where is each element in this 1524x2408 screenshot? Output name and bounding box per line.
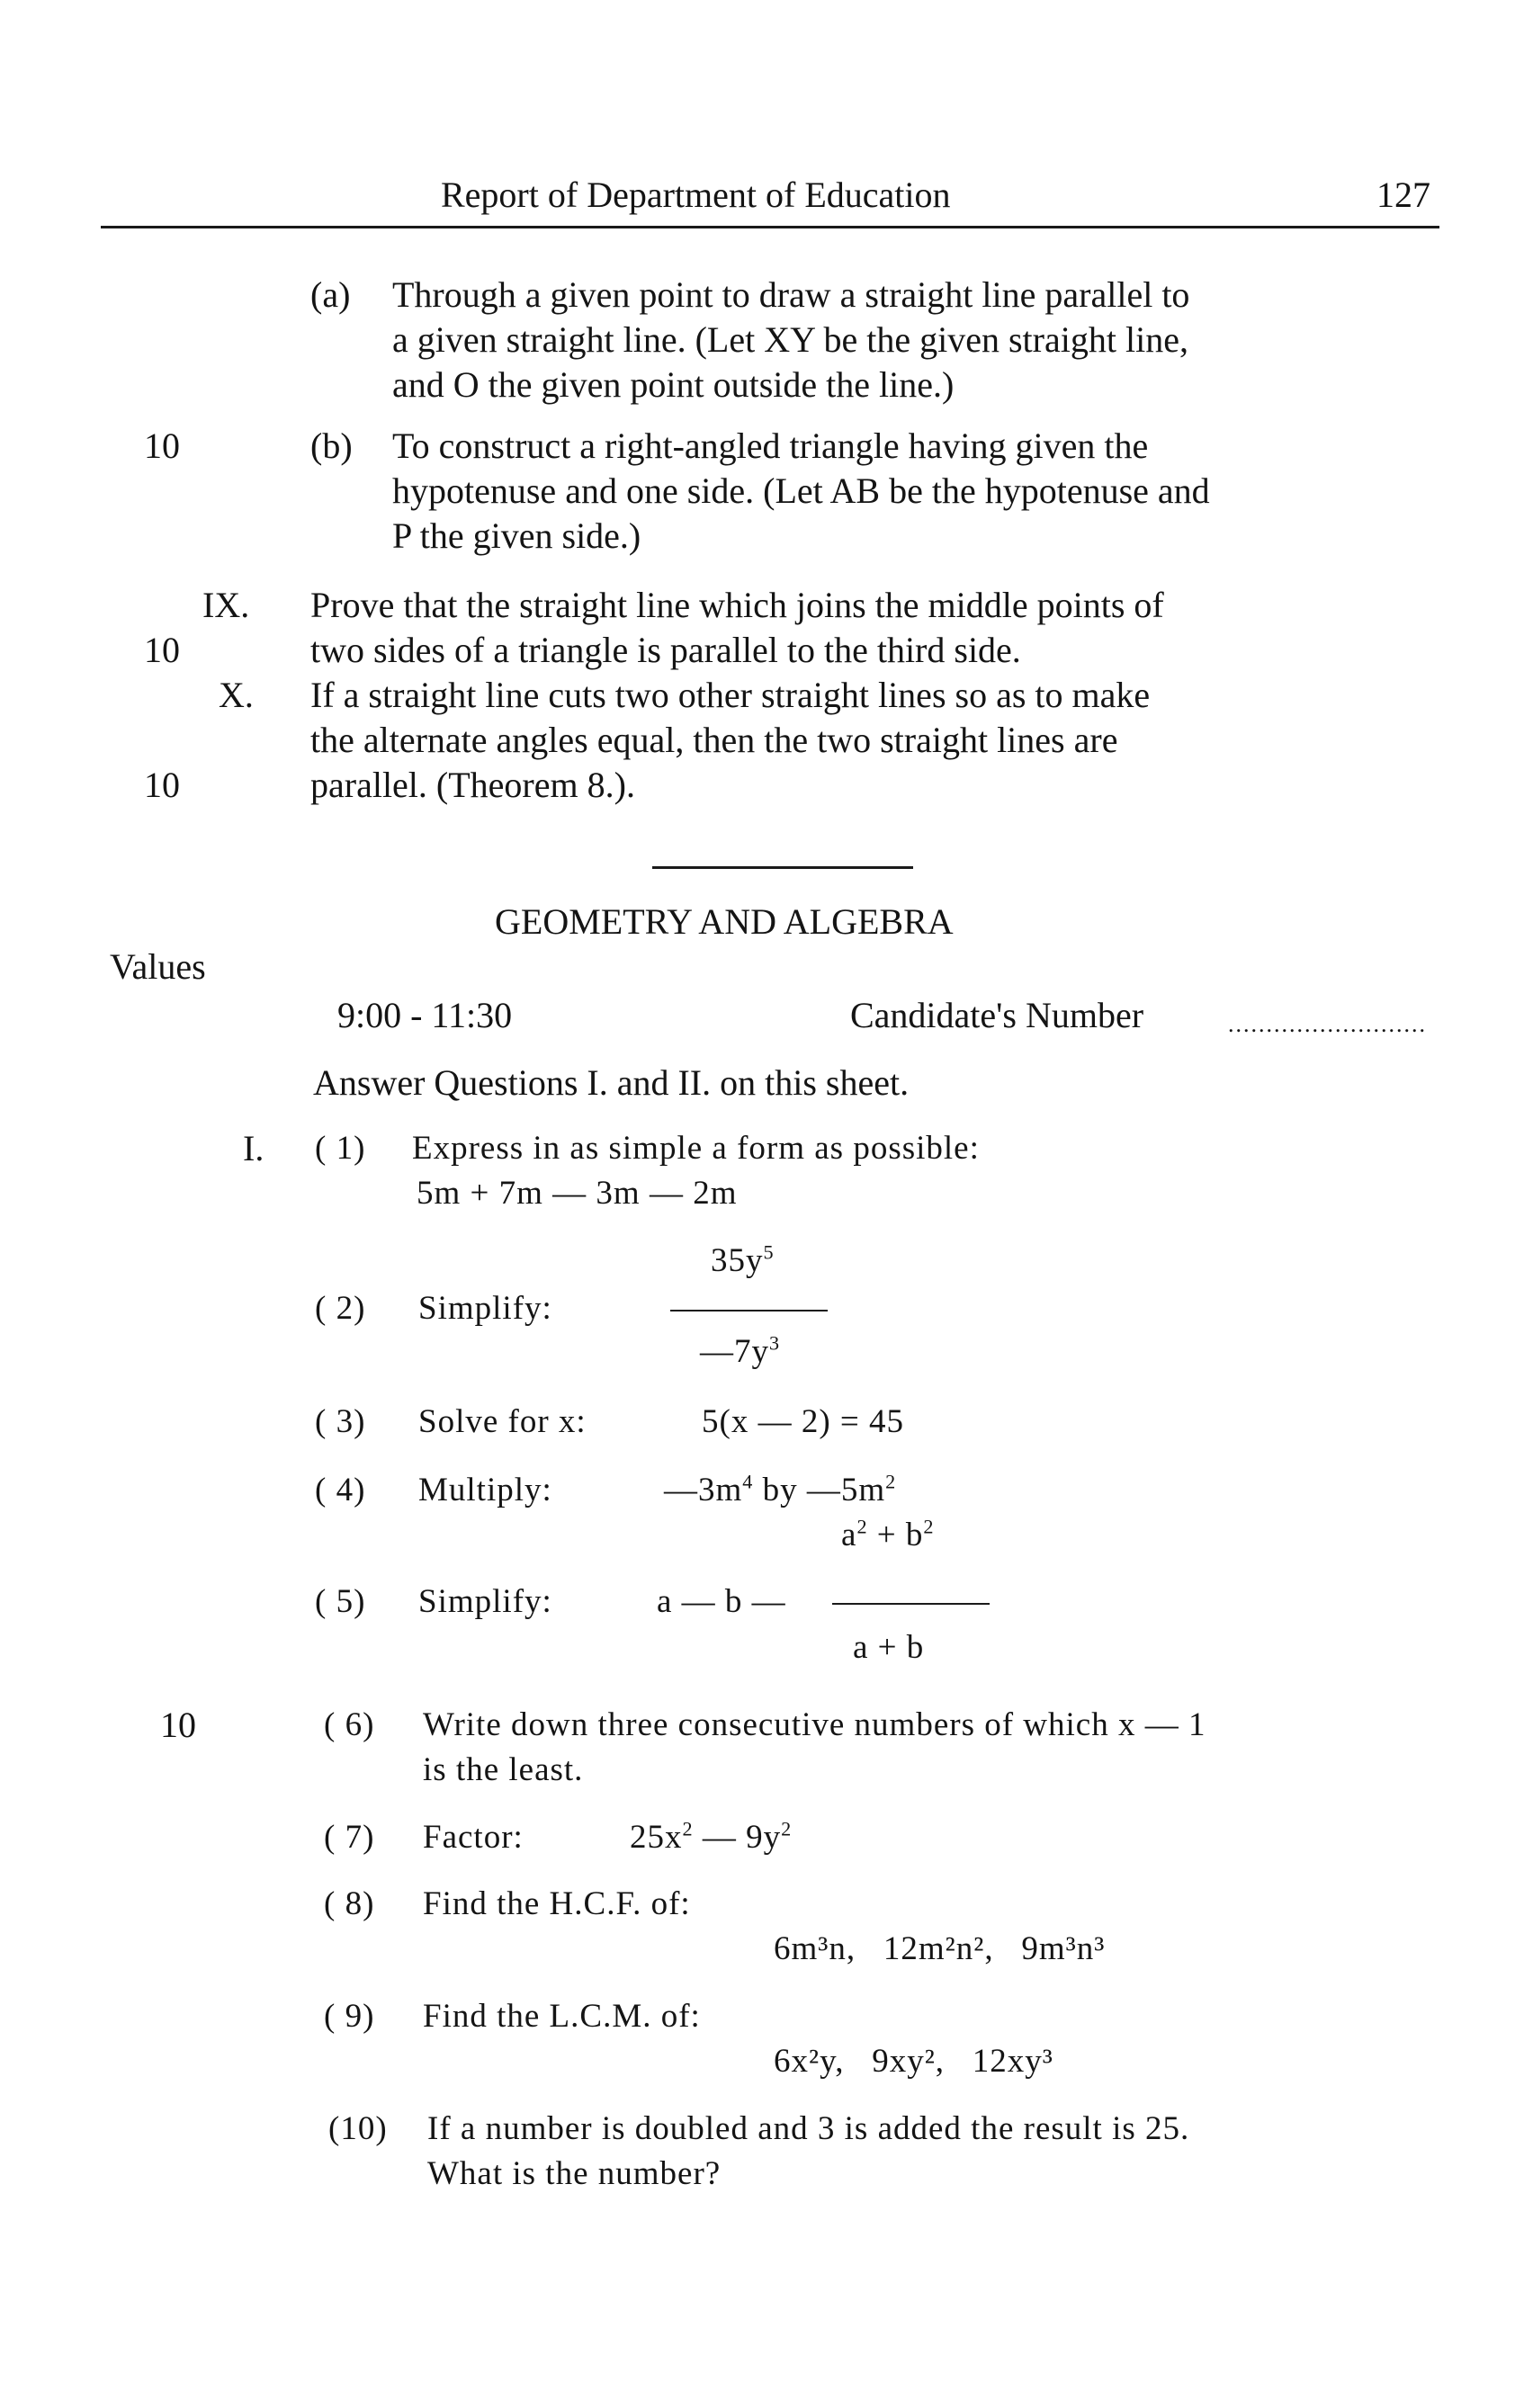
part-4-by: by (762, 1472, 798, 1508)
question-1-value: 10 (160, 1705, 196, 1745)
part-7-term-b: 9y (746, 1819, 782, 1856)
part-2-numerator-exponent: 5 (763, 1240, 775, 1264)
question-1-number: I. (243, 1128, 264, 1168)
question-9-number: IX. (202, 585, 250, 625)
header-rule (101, 226, 1439, 228)
construction-b-line-2: hypotenuse and one side. (Let AB be the hypotenuse and (392, 470, 1210, 511)
part-4-expression (664, 1468, 896, 1513)
exam-time: 9:00 - 11:30 (337, 995, 513, 1035)
part-4-term-b-exponent: 2 (885, 1470, 897, 1493)
part-1-text: Express in as simple a form as possible: (412, 1130, 980, 1167)
part-3-label: ( 3) (315, 1403, 366, 1440)
part-9-text: Find the L.C.M. of: (423, 1998, 701, 2035)
part-7-term-a-exponent: 2 (682, 1817, 694, 1840)
part-5-label: ( 5) (315, 1583, 366, 1620)
construction-a-line-1: Through a given point to draw a straight line parallel to (392, 274, 1190, 315)
part-1-expression: 5m + 7m — 3m — 2m (417, 1175, 738, 1212)
construction-a-label: (a) (310, 274, 351, 315)
part-6-line-2: is the least. (423, 1751, 584, 1788)
part-2-denominator-exponent: 3 (769, 1331, 781, 1355)
question-10-value: 10 (144, 765, 180, 805)
part-5-leading-terms: a — b — (657, 1583, 786, 1620)
question-9-line-1: Prove that the straight line which joins the middle points of (310, 585, 1164, 625)
section-divider (652, 866, 913, 869)
part-5-numerator (841, 1513, 935, 1558)
construction-a-line-3: and O the given point outside the line.) (392, 364, 955, 405)
question-10-line-1: If a straight line cuts two other straight lines so as to make (310, 675, 1151, 715)
part-8-text: Find the H.C.F. of: (423, 1885, 691, 1922)
construction-a-line-2: a given straight line. (Let XY be the given straight line, (392, 319, 1188, 360)
construction-value: 10 (144, 425, 180, 466)
page-number: 127 (1376, 175, 1430, 215)
part-7-text: Factor: (423, 1819, 524, 1856)
part-6-line-1: Write down three consecutive numbers of which x — 1 (423, 1706, 1206, 1743)
part-2-text: Simplify: (418, 1290, 552, 1327)
part-2-denominator-base: —7y (700, 1333, 769, 1370)
values-column-label: Values (110, 946, 206, 987)
part-5-denominator: a + b (853, 1629, 925, 1666)
part-2-numerator-base: 35y (711, 1242, 764, 1279)
question-9-value: 10 (144, 630, 180, 670)
question-9-line-2: two sides of a triangle is parallel to the third side. (310, 630, 1021, 670)
candidate-number-label: Candidate's Number (850, 995, 1144, 1035)
part-5-numerator-b: b (905, 1517, 924, 1553)
part-9-terms: 6x²y, 9xy², 12xy³ (774, 2043, 1053, 2080)
part-5-numerator-a: a (841, 1517, 857, 1553)
part-7-term-a: 25x (630, 1819, 683, 1856)
part-2-fraction-bar (670, 1310, 828, 1311)
part-10-label: (10) (328, 2110, 388, 2147)
part-5-numerator-b-exponent: 2 (923, 1515, 935, 1538)
part-9-label: ( 9) (324, 1998, 375, 2035)
part-5-numerator-plus: + (876, 1517, 897, 1553)
part-7-minus: — (702, 1819, 737, 1856)
part-4-text: Multiply: (418, 1472, 552, 1508)
part-5-fraction-bar (832, 1603, 990, 1605)
part-4-term-a-exponent: 4 (742, 1470, 754, 1493)
section-title: GEOMETRY AND ALGEBRA (495, 901, 954, 942)
question-10-line-3: parallel. (Theorem 8.). (310, 765, 635, 805)
part-7-label: ( 7) (324, 1819, 375, 1856)
part-8-terms: 6m³n, 12m²n², 9m³n³ (774, 1930, 1106, 1967)
part-3-text: Solve for x: (418, 1403, 587, 1440)
part-4-term-a: —3m (664, 1472, 743, 1508)
part-2-label: ( 2) (315, 1290, 366, 1327)
part-10-line-2: What is the number? (427, 2155, 722, 2192)
instruction-text: Answer Questions I. and II. on this sheet. (313, 1062, 910, 1103)
part-1-label: ( 1) (315, 1130, 366, 1167)
part-2-denominator (700, 1329, 780, 1374)
part-2-numerator (711, 1239, 775, 1284)
candidate-number-field[interactable]: .......................... (1228, 1011, 1427, 1037)
part-8-label: ( 8) (324, 1885, 375, 1922)
part-3-expression: 5(x — 2) = 45 (702, 1403, 905, 1440)
construction-b-line-3: P the given side.) (392, 515, 641, 556)
part-4-term-b: —5m (806, 1472, 886, 1508)
part-7-term-b-exponent: 2 (781, 1817, 793, 1840)
part-5-numerator-a-exponent: 2 (856, 1515, 868, 1538)
construction-b-line-1: To construct a right-angled triangle having given the (392, 425, 1149, 466)
question-10-number: X. (219, 675, 254, 715)
question-10-line-2: the alternate angles equal, then the two straight lines are (310, 720, 1118, 760)
running-header-title: Report of Department of Education (441, 175, 951, 215)
construction-b-label: (b) (310, 425, 353, 466)
part-10-line-1: If a number is doubled and 3 is added the result is 25. (427, 2110, 1190, 2147)
part-4-label: ( 4) (315, 1472, 366, 1508)
part-7-expression (630, 1815, 792, 1860)
part-6-label: ( 6) (324, 1706, 375, 1743)
part-5-text: Simplify: (418, 1583, 552, 1620)
